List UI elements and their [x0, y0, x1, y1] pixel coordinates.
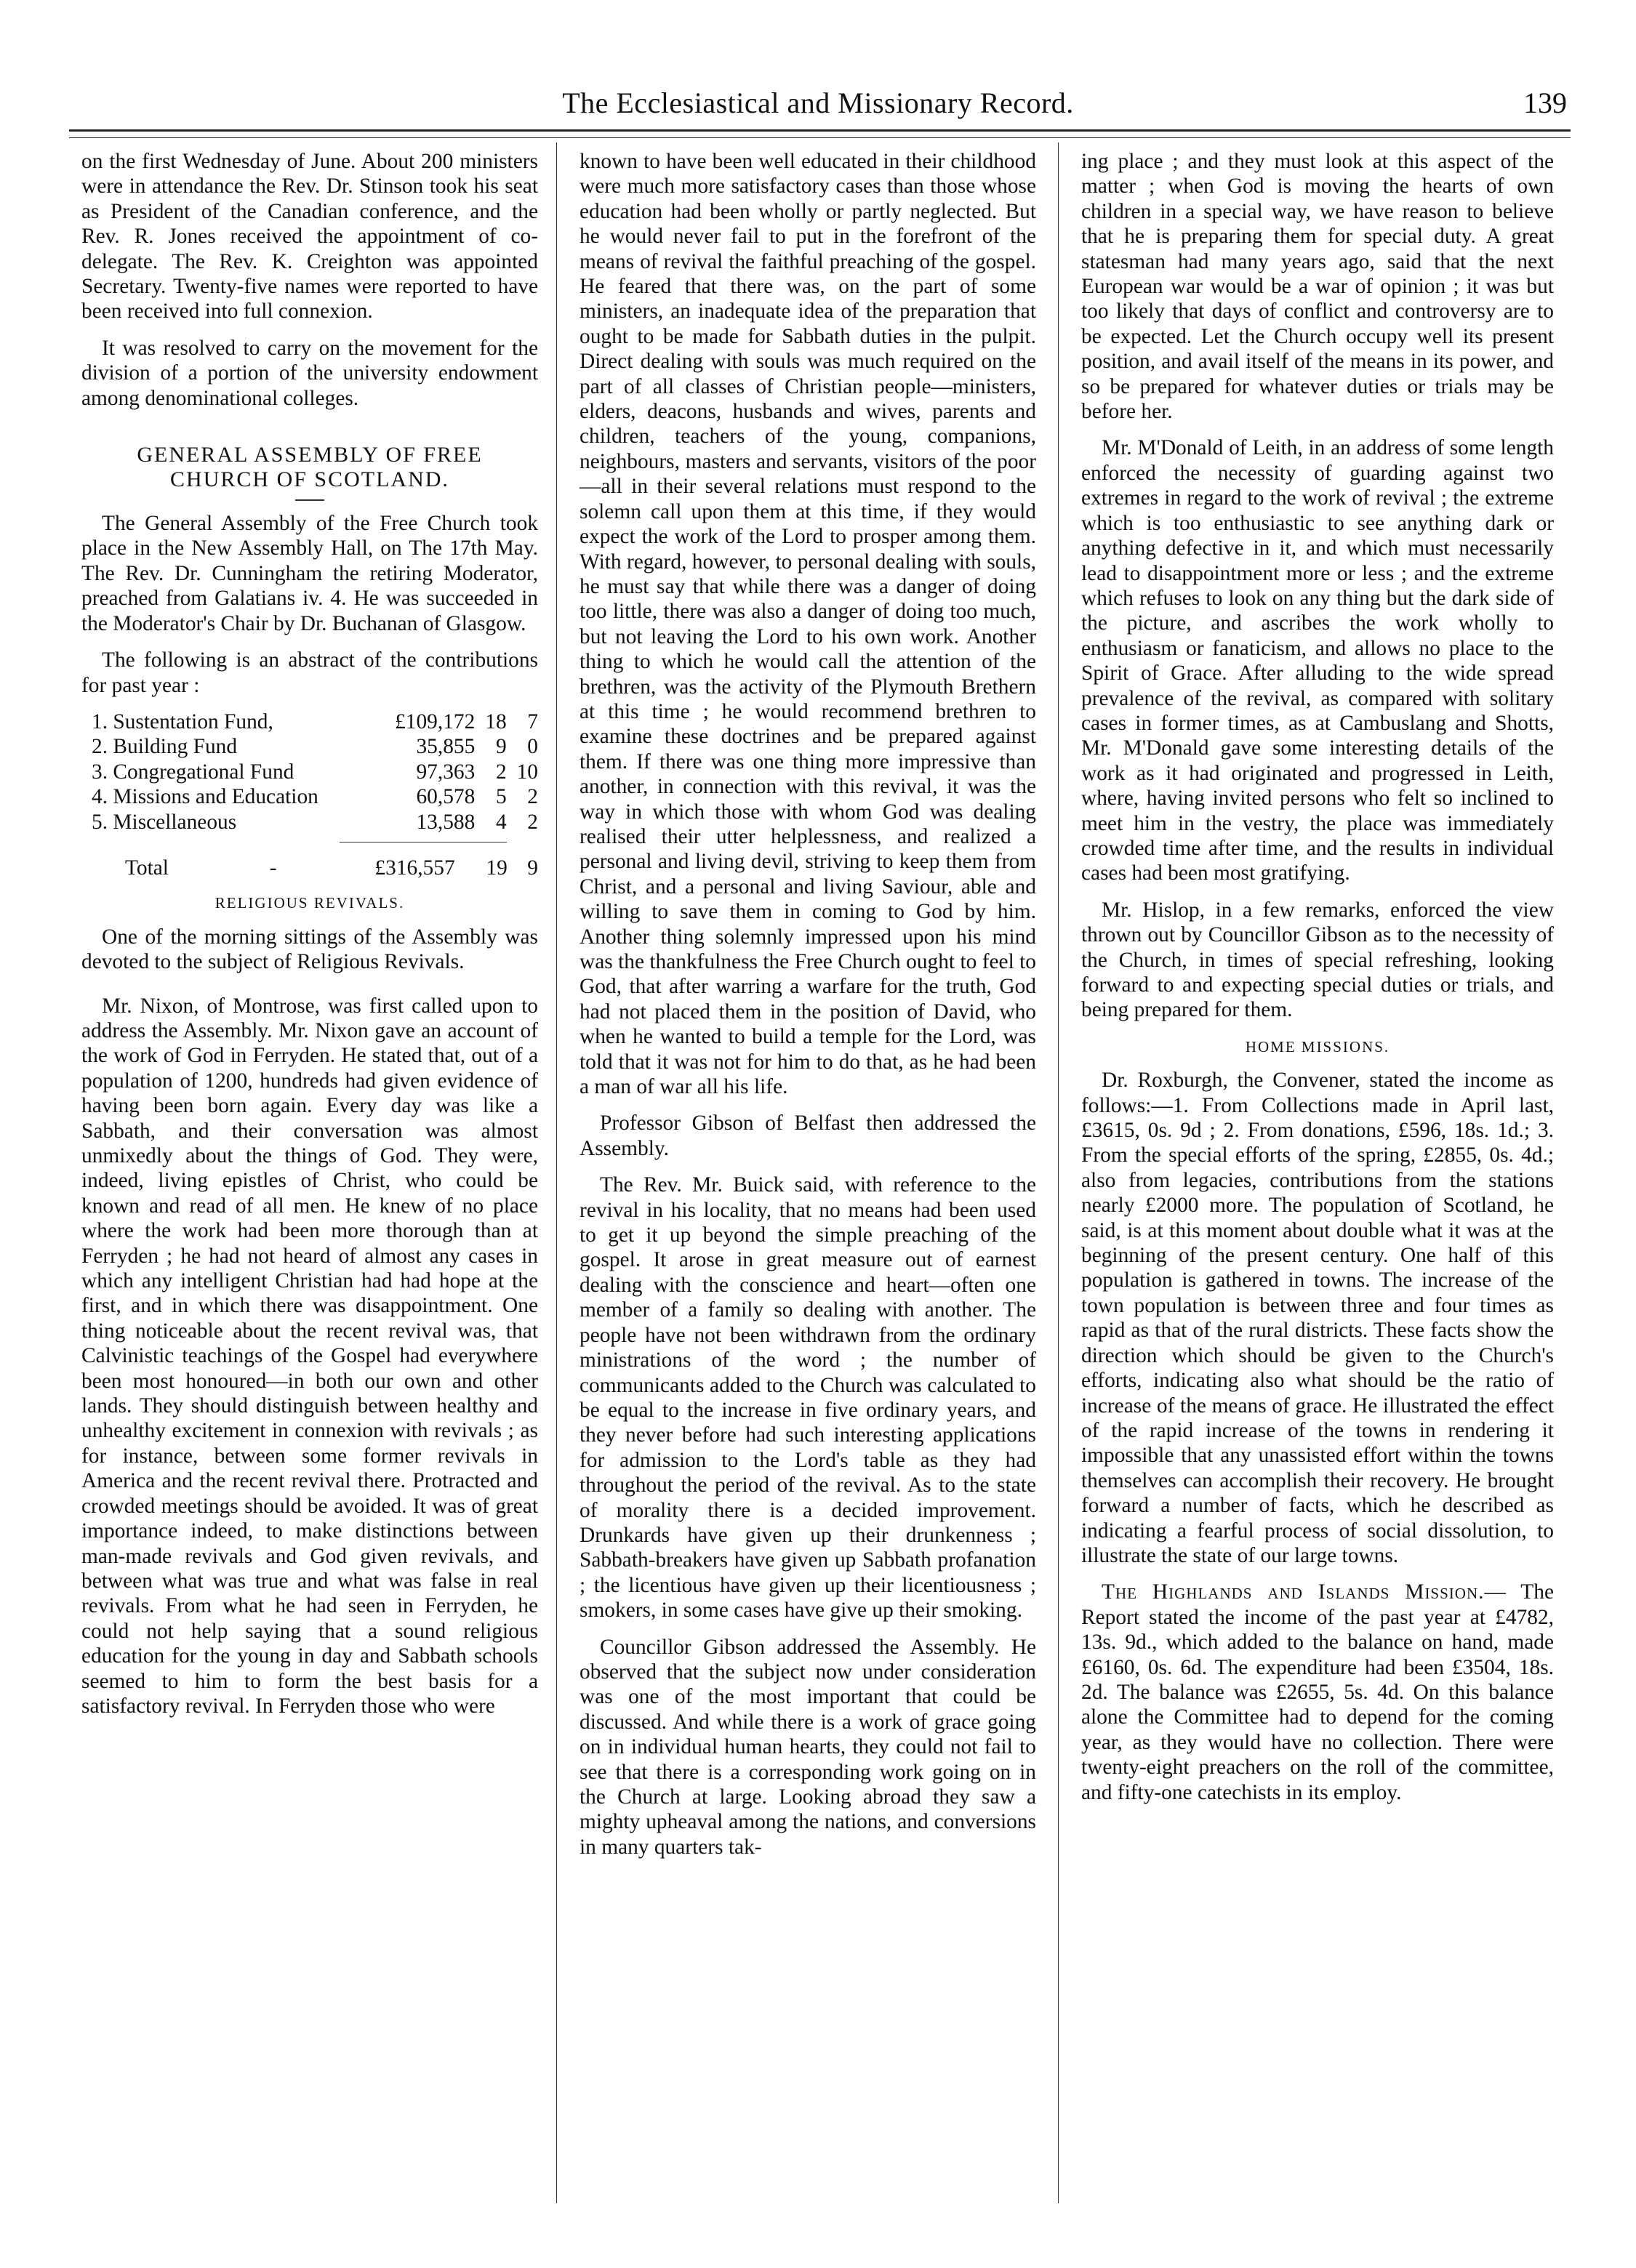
fund-pence: 7 — [527, 709, 538, 733]
fund-pounds: £109,172 — [395, 709, 476, 733]
total-pounds: £316,557 — [374, 856, 455, 880]
fund-pounds: 35,855 — [416, 735, 476, 759]
column-1 — [81, 149, 538, 1730]
fund-label: 2. Building Fund — [92, 735, 238, 759]
heading-line: GENERAL ASSEMBLY OF FREE — [137, 443, 483, 467]
paragraph — [1081, 1580, 1554, 1805]
paragraph: Professor Gibson of Belfast then addressed the Assembly. — [580, 1111, 1036, 1160]
total-pence: 9 — [527, 856, 538, 880]
table-row — [81, 760, 538, 784]
fund-label: 3. Congregational Fund — [92, 760, 294, 784]
table-row — [81, 734, 538, 759]
total-dash: - — [269, 856, 277, 880]
header-rule — [69, 129, 1571, 138]
paragraph: Mr. Nixon, of Montrose, was first called upon to address the Assembly. Mr. Nixon gave an account of the work of God in Ferryden. He stated that, out of a population of 1200, hundreds had given evidence of having been born again. Every day was like a Sabbath, and their conversation was almost unmixedly about the things of God. They were, indeed, living epistles of Christ, who could be known and read of all men. He knew of no place where the work had been more thorough than at Ferryden ; he had not heard of almost any cases in which any intelligent Christian had had hope at the first, and in which there was disappointment. One thing noticeable about the recent revival was, that Calvinistic teachings of the Gospel had everywhere been most honoured—in both our own and other lands. They should distinguish between healthy and unhealthy excitement in connexion with revivals ; as for instance, between some former revivals in America and the recent revival there. Protracted and crowded meetings should be avoided. It was of great importance indeed, to make distinctions between man-made revivals and God given revivals, and between what was true and what was false in real revivals. From what he had seen in Ferryden, he could not help saying that a sound religious education for the young in day and Sabbath schools seemed to him to form the best basis for a satisfactory revival. In Ferryden those who were — [81, 994, 538, 1718]
subsection-heading: HOME MISSIONS. — [1245, 1037, 1390, 1055]
fund-pounds: 97,363 — [416, 760, 476, 784]
contributions-table — [81, 709, 538, 835]
total-row — [81, 844, 538, 880]
running-title: The Ecclesiastical and Missionary Record. — [562, 87, 1074, 119]
fund-shillings: 9 — [495, 735, 507, 759]
column-3 — [1081, 149, 1554, 1817]
column-2 — [580, 149, 1036, 1871]
paragraph: ing place ; and they must look at this aspect of the matter ; when God is moving the hearts of own children in a special way, we have reason to believe that he is preparing them for special duty. A great statesman had many years ago, said that the next European war would be a war of opinion ; it was but too likely that days of conflict and controversy are to be expected. Let the Church occupy well its present position, and avail itself of the means in its power, and so be prepared for whatever duties or trials may be before her. — [1081, 150, 1554, 424]
table-row — [81, 810, 538, 835]
fund-label: 1. Sustentation Fund, — [92, 709, 273, 733]
fund-pounds: 13,588 — [416, 810, 476, 834]
divider-dash — [295, 499, 324, 501]
fund-pence: 10 — [516, 760, 538, 784]
column-divider-left — [556, 142, 557, 2203]
fund-pence: 2 — [527, 810, 538, 834]
section-heading — [81, 443, 538, 492]
paragraph: The following is an abstract of the contributions for past year : — [81, 648, 538, 697]
fund-pence: 0 — [527, 735, 538, 759]
table-row — [81, 709, 538, 734]
table-row — [81, 784, 538, 809]
paragraph-body: The Report stated the income of the past year at £4782, 13s. 9d., which added to the balance on hand, made £6160, 0s. 6d. The expenditure had been £3504, 18s. 2d. The balance was £2655, 5s. 4d. On this balance alone the Committee had to depend for the coming year, as they would have no collection. There were twenty-eight preachers on the roll of the committee, and fifty-one catechists in its employ. — [1081, 1580, 1554, 1804]
page-header — [69, 29, 1567, 119]
fund-label: 5. Miscellaneous — [92, 810, 237, 834]
paragraph: Dr. Roxburgh, the Convener, stated the income as follows:—1. From Collections made in April last, £3615, 0s. 9d ; 2. From donations, £596, 18s. 1d.; 3. From the special efforts of the spring, £2855, 0s. 4d.; also from legacies, contributions from the stations nearly £2000 more. The population of Scotland, he said, is at this moment about double what it was at the beginning of the present century. One half of this population is gathered in towns. The increase of the town population is between three and four times as rapid as that of the rural districts. These facts show the direction which should be given to the Church's efforts, indicating also what should be the ratio of increase of the means of grace. He illustrated the effect of the rapid increase of the towns in rendering it impossible that any unassisted effort within the towns themselves can accomplish their recovery. He brought forward a number of facts, which he described as indicating a fearful process of social dissolution, to illustrate the state of our large towns. — [1081, 1069, 1554, 1567]
paragraph: The General Assembly of the Free Church took place in the New Assembly Hall, on The 17th May. The Rev. Dr. Cunningham the retiring Moderator, preached from Galatians iv. 4. He was succeeded in the Moderator's Chair by Dr. Buchanan of Glasgow. — [81, 512, 538, 635]
total-shillings: 19 — [486, 856, 508, 880]
total-label: Total — [125, 856, 169, 880]
fund-pence: 2 — [527, 785, 538, 809]
paragraph: One of the morning sittings of the Assembly was devoted to the subject of Religious Revivals. — [81, 925, 538, 974]
fund-shillings: 18 — [485, 709, 507, 733]
fund-shillings: 2 — [495, 760, 507, 784]
paragraph: Mr. Hislop, in a few remarks, enforced the view thrown out by Councillor Gibson as to the necessity of the Church, in times of special refreshing, looking forward to and expecting special duties or trials, and being prepared for them. — [1081, 898, 1554, 1022]
paragraph: Mr. M'Donald of Leith, in an address of some length enforced the necessity of guarding against two extremes in regard to the work of revival ; the extreme which is too enthusiastic to see anything dark or anything defective in it, and which must necessarily lead to disappointment more or less ; and the extreme which refuses to look on any thing but the dark side of the picture, and ascribes the work wholly to enthusiasm or fanaticism, and allows no place to the Spirit of Grace. After alluding to the wide spread prevalence of the revival, as compared with solitary cases in former times, as at Cambuslang and Shotts, Mr. M'Donald gave some interesting details of the work as it had originated and progressed in Leith, where, having invited persons who felt so inclined to meet him in the vestry, the place was immediately crowded time after time, and the results in individual cases had been most gratifying. — [1081, 436, 1554, 885]
paragraph: The Rev. Mr. Buick said, with reference to the revival in his locality, that no means had been used to get it up beyond the simple preaching of the gospel. It arose in great measure out of earnest dealing with the conscience and heart—often one member of a family so dealing with another. The people have not been withdrawn from the ordinary ministrations of the word ; the number of communicants added to the Church was calculated to be equal to the increase in five ordinary years, and they never before had such interesting applications for admission to the Lord's table as they had throughout the period of the revival. As to the state of morality there is a decided improvement. Drunkards have given up their drunkenness ; Sabbath-breakers have given up Sabbath profanation ; the licentious have given up their licentiousness ; smokers, in some cases have give up their smoking. — [580, 1173, 1036, 1622]
paragraph: It was resolved to carry on the movement for the division of a portion of the university endowment among denominational colleges. — [81, 336, 538, 410]
fund-pounds: 60,578 — [416, 785, 476, 809]
heading-line: CHURCH OF SCOTLAND. — [170, 467, 449, 492]
paragraph: Councillor Gibson addressed the Assembly. He observed that the subject now under consideration was one of the most important that could be discussed. And while there is a work of grace going on in individual human hearts, they could not fail to see that there is a corresponding work going on in the Church at large. Looking abroad they saw a mighty upheaval among the nations, and conversions in many quarters tak- — [580, 1635, 1036, 1859]
fund-shillings: 5 — [495, 785, 507, 809]
column-divider-right — [1058, 142, 1059, 2203]
page-number: 139 — [1523, 87, 1567, 119]
paragraph-lead: The Highlands and Islands Mission.— — [1102, 1580, 1507, 1604]
paragraph: on the first Wednesday of June. About 200 ministers were in attendance the Rev. Dr. Stinson took his seat as President of the Canadian conference, and the Rev. R. Jones received the appointment of co-delegate. The Rev. K. Creighton was appointed Secretary. Twenty-five names were reported to have been received into full connexion. — [81, 150, 538, 323]
fund-shillings: 4 — [495, 810, 507, 834]
fund-label: 4. Missions and Education — [92, 785, 318, 809]
sum-rule — [340, 842, 507, 843]
subsection-heading: RELIGIOUS REVIVALS. — [214, 894, 405, 912]
total-table — [81, 844, 538, 880]
paragraph: known to have been well educated in their childhood were much more satisfactory cases than those whose education had been wholly or partly neglected. But he would never fail to put in the forefront of the means of revival the faithful preaching of the gospel. He feared that there was, on the part of some ministers, an inadequate idea of the preparation that ought to be made for Sabbath duties in the pulpit. Direct dealing with souls was much required on the part of all classes of Christian people—ministers, elders, deacons, husbands and wives, parents and children, teachers of the young, companions, neighbours, masters and servants, visitors of the poor—all in their several relations must respond to the solemn call upon them at this time, if they would expect the work of the Lord to prosper among them. With regard, however, to personal dealing with souls, he must say that while there was a danger of doing too little, there was also a danger of doing too much, but not leaving the Lord to his own work. Another thing to which he would call the attention of the brethren, was the activity of the Plymouth Brethern at this time ; he would recommend brethren to examine these doctrines and be prepared against them. If there was one thing more impressive than another, in connection with this revival, it was the way in which those with whom God was dealing realised their utter helplessness, and realized a personal and living devil, striving to keep them from Christ, and a personal and living Saviour, able and willing to save them in coming to God by him. Another thing solemnly impressed upon his mind was the thankfulness the Free Church ought to feel to God, that after warring a warfare for the truth, God had not placed them in the position of David, who when he wanted to build a temple for the Lord, was told that it was not for him to do that, as he had been a man of war all his life. — [580, 150, 1036, 1099]
